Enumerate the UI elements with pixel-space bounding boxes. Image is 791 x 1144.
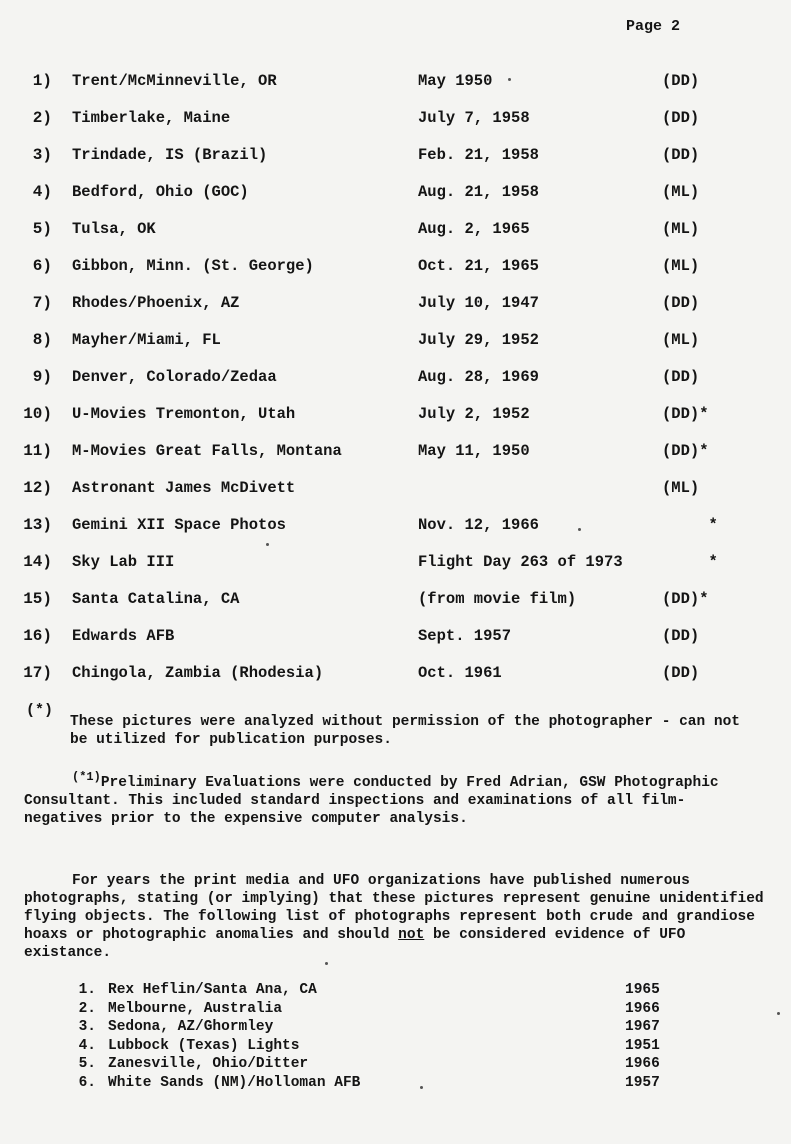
case-number: 1) — [32, 72, 52, 90]
hoax-number: 2. — [78, 1000, 96, 1017]
hoax-row — [0, 1001, 791, 1020]
case-row — [0, 321, 791, 358]
case-row — [0, 395, 791, 432]
hoax-row — [0, 1038, 791, 1057]
paragraph-text-before: For years the print media and UFO organizations have published numerous photographs, stating (or implying) that these pictures represent genuine unidentified flying objects. The following list of photographs represent both crude and grandiose hoaxs or photographic anomalies and should — [24, 873, 764, 943]
hoax-name: Zanesville, Ohio/Ditter — [108, 1056, 309, 1073]
hoax-intro-paragraph — [24, 872, 779, 962]
case-row — [0, 543, 791, 580]
case-row — [0, 580, 791, 617]
case-code: (DD) — [662, 664, 700, 682]
paragraph-text-after: be considered evidence of UFO existance. — [24, 927, 686, 961]
case-location: Trindade, IS (Brazil) — [72, 146, 268, 164]
case-code: (ML) — [662, 220, 700, 238]
case-number: 6) — [32, 257, 52, 275]
star1-note-text: Preliminary Evaluations were conducted by Fred Adrian, GSW Photographic Consultant. This included standard inspections and examinations of all film-negatives prior to the expensive computer analysis. — [24, 775, 719, 827]
star1-note — [24, 768, 754, 828]
hoax-name: Rex Heflin/Santa Ana, CA — [108, 982, 317, 998]
case-location: Bedford, Ohio (GOC) — [72, 183, 249, 201]
hoax-row — [0, 1056, 791, 1075]
scan-speck — [325, 962, 328, 965]
scan-speck — [266, 543, 269, 546]
case-date: Aug. 21, 1958 — [418, 183, 539, 201]
hoax-row — [0, 1019, 791, 1038]
hoax-row — [0, 1075, 791, 1094]
case-date: July 2, 1952 — [418, 405, 530, 423]
scan-speck — [777, 1012, 780, 1015]
case-number: 7) — [32, 294, 52, 312]
hoax-name: Lubbock (Texas) Lights — [108, 1037, 300, 1054]
star-note-marker: (*) — [26, 702, 54, 719]
case-location: Sky Lab III — [72, 553, 175, 571]
case-date: July 29, 1952 — [418, 331, 539, 349]
case-row — [0, 358, 791, 395]
case-code: (DD) — [662, 294, 700, 312]
case-location: Rhodes/Phoenix, AZ — [72, 294, 240, 312]
case-date: Feb. 21, 1958 — [418, 146, 539, 164]
case-code: * — [662, 553, 718, 571]
case-row — [0, 62, 791, 99]
case-number: 4) — [32, 183, 52, 201]
case-location: U-Movies Tremonton, Utah — [72, 405, 296, 423]
hoax-year: 1957 — [625, 1074, 660, 1091]
case-code: (ML) — [662, 479, 700, 497]
case-row — [0, 432, 791, 469]
case-date: Nov. 12, 1966 — [418, 516, 539, 534]
case-row — [0, 210, 791, 247]
case-location: Trent/McMinneville, OR — [72, 72, 277, 90]
case-row — [0, 99, 791, 136]
case-date: Oct. 1961 — [418, 664, 502, 682]
case-location: Denver, Colorado/Zedaa — [72, 368, 277, 386]
case-list — [0, 62, 791, 691]
hoax-number: 4. — [78, 1037, 96, 1054]
hoax-year: 1951 — [625, 1037, 660, 1054]
case-number: 13) — [23, 516, 52, 534]
hoax-year: 1967 — [625, 1019, 660, 1036]
case-number: 2) — [32, 109, 52, 127]
case-number: 10) — [23, 405, 52, 423]
case-date: May 1950 — [418, 72, 493, 90]
case-number: 8) — [32, 331, 52, 349]
case-location: Tulsa, OK — [72, 220, 156, 238]
case-row — [0, 654, 791, 691]
case-location: Mayher/Miami, FL — [72, 331, 221, 349]
case-code: (DD) — [662, 146, 700, 164]
hoax-number: 5. — [78, 1056, 96, 1073]
case-number: 11) — [23, 442, 52, 460]
case-location: Edwards AFB — [72, 627, 175, 645]
case-location: Astronant James McDivett — [72, 479, 296, 497]
case-number: 15) — [23, 590, 52, 608]
case-code: (DD) — [662, 627, 700, 645]
case-code: (ML) — [662, 331, 700, 349]
hoax-year: 1966 — [625, 1000, 660, 1017]
case-code: (ML) — [662, 183, 700, 201]
case-location: Gemini XII Space Photos — [72, 516, 286, 534]
case-code: * — [662, 516, 718, 534]
case-code: (DD)* — [662, 405, 709, 423]
case-row — [0, 173, 791, 210]
hoax-year: 1966 — [625, 1056, 660, 1073]
hoax-number: 1. — [78, 982, 96, 998]
case-location: Santa Catalina, CA — [72, 590, 240, 608]
case-code: (DD) — [662, 109, 700, 127]
case-row — [0, 136, 791, 173]
case-date: May 11, 1950 — [418, 442, 530, 460]
case-number: 14) — [23, 553, 52, 571]
case-row — [0, 617, 791, 654]
case-date: Aug. 28, 1969 — [418, 368, 539, 386]
case-number: 17) — [23, 664, 52, 682]
hoax-year: 1965 — [625, 982, 660, 998]
case-number: 12) — [23, 479, 52, 497]
hoax-list — [0, 982, 791, 1094]
hoax-name: Melbourne, Australia — [108, 1000, 283, 1017]
case-location: M-Movies Great Falls, Montana — [72, 442, 342, 460]
case-location: Chingola, Zambia (Rhodesia) — [72, 664, 324, 682]
case-date: Sept. 1957 — [418, 627, 512, 645]
case-number: 16) — [23, 627, 52, 645]
case-code: (ML) — [662, 257, 700, 275]
case-location: Timberlake, Maine — [72, 109, 231, 127]
page-number: Page 2 — [626, 18, 681, 35]
case-location: Gibbon, Minn. (St. George) — [72, 257, 314, 275]
case-date: Oct. 21, 1965 — [418, 257, 539, 275]
case-date: July 10, 1947 — [418, 294, 539, 312]
case-code: (DD)* — [662, 442, 709, 460]
scan-speck — [578, 528, 581, 531]
case-date: Flight Day 263 of 1973 — [418, 553, 623, 571]
case-date: Aug. 2, 1965 — [418, 220, 530, 238]
case-row — [0, 506, 791, 543]
hoax-name: Sedona, AZ/Ghormley — [108, 1019, 274, 1036]
case-row — [0, 469, 791, 506]
case-number: 3) — [32, 146, 52, 164]
case-date: (from movie film) — [418, 590, 577, 608]
case-code: (DD) — [662, 368, 700, 386]
star-note-text: These pictures were analyzed without permission of the photographer - can not be utilized for publication purposes. — [70, 714, 741, 748]
paragraph-underlined-word: not — [398, 927, 425, 943]
case-code: (DD)* — [662, 590, 709, 608]
case-number: 5) — [32, 220, 52, 238]
case-row — [0, 284, 791, 321]
case-code: (DD) — [662, 72, 700, 90]
hoax-number: 6. — [78, 1074, 96, 1091]
hoax-row — [0, 982, 791, 1001]
scan-speck — [508, 78, 511, 81]
star1-note-marker: (*1) — [72, 770, 101, 784]
hoax-name: White Sands (NM)/Holloman AFB — [108, 1074, 361, 1091]
scan-speck — [420, 1086, 423, 1089]
case-row — [0, 247, 791, 284]
case-date: July 7, 1958 — [418, 109, 530, 127]
hoax-number: 3. — [78, 1019, 96, 1036]
case-number: 9) — [32, 368, 52, 386]
